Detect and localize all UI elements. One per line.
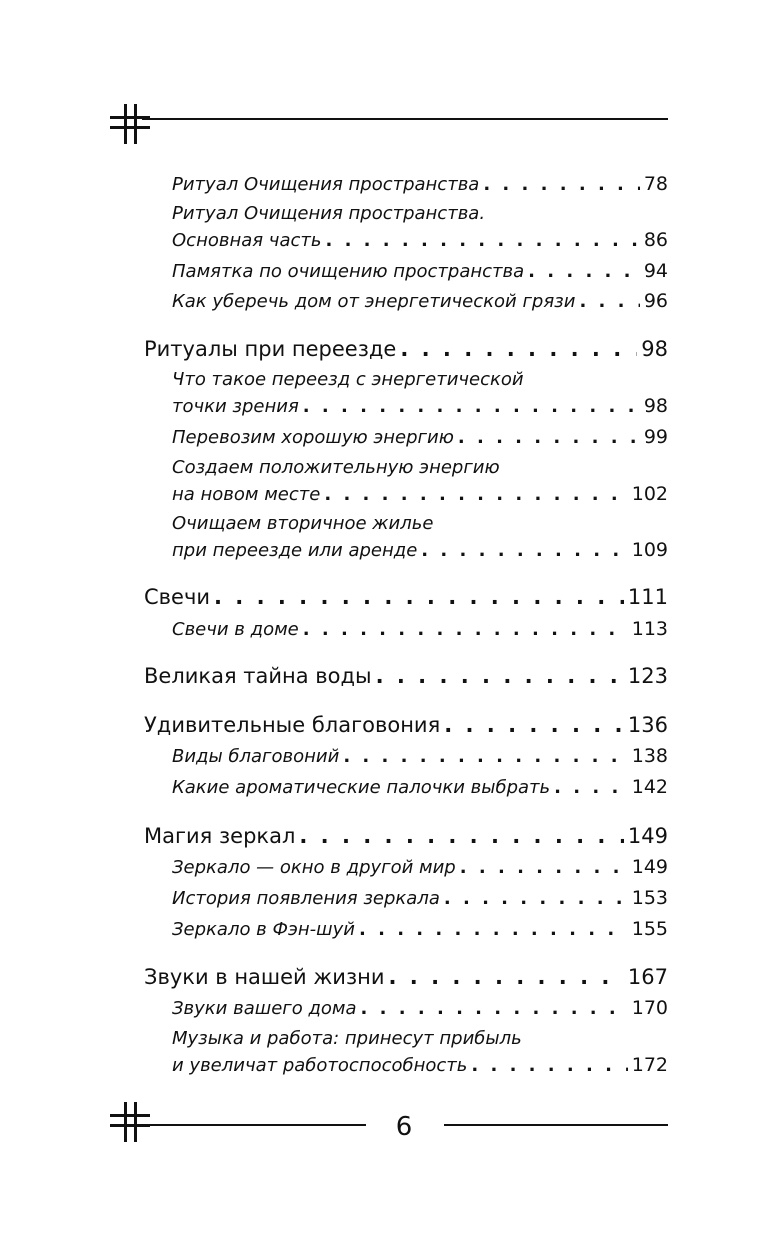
leader-dots <box>303 616 628 643</box>
toc-entry[interactable]: Памятка по очищению пространства . . . 94 <box>172 257 668 285</box>
toc-entry[interactable]: Ритуал Очищения пространства . . . 78 <box>172 170 668 198</box>
toc-entry[interactable]: Виды благовоний . . . 138 <box>172 742 668 770</box>
toc-entry[interactable]: при переезде или аренде . . . 109 <box>172 536 668 564</box>
toc-chapter[interactable]: Ритуалы при переезде . . . 98 <box>144 334 668 364</box>
leader-dots <box>359 916 628 943</box>
toc-chapter[interactable]: Великая тайна воды . . . 123 <box>144 661 668 691</box>
toc-chapter[interactable]: Звуки в нашей жизни . . . 167 <box>144 962 668 992</box>
leader-dots <box>303 393 640 420</box>
hash-mark-icon <box>110 1102 150 1142</box>
leader-dots <box>389 962 624 992</box>
leader-dots <box>214 582 624 612</box>
toc-entry[interactable]: История появления зеркала . . . 153 <box>172 884 668 912</box>
leader-dots <box>324 481 627 508</box>
toc-entry-line1[interactable]: Очищаем вторичное жилье <box>172 513 434 534</box>
top-rule <box>142 118 668 120</box>
leader-dots <box>483 171 639 198</box>
toc-chapter[interactable]: Удивительные благовония . . . 136 <box>144 710 668 740</box>
toc-entry-line1[interactable]: Создаем положительную энергию <box>172 457 500 478</box>
toc-entry[interactable]: Основная часть . . . 86 <box>172 226 668 254</box>
leader-dots <box>299 821 624 851</box>
toc-chapter[interactable]: Магия зеркал . . . 149 <box>144 821 668 851</box>
leader-dots <box>528 258 640 285</box>
toc-entry-line1[interactable]: Что такое переезд с энергетической <box>172 369 524 390</box>
leader-dots <box>325 227 639 254</box>
toc-entry[interactable]: Зеркало в Фэн-шуй . . . 155 <box>172 915 668 943</box>
leader-dots <box>376 661 624 691</box>
bottom-rule-right <box>444 1124 668 1126</box>
hash-mark-icon <box>110 104 150 144</box>
leader-dots <box>554 774 628 801</box>
leader-dots <box>400 334 637 364</box>
toc-entry[interactable]: и увеличат работоспособность . . . 172 <box>172 1051 668 1079</box>
toc-entry[interactable]: Какие ароматические палочки выбрать . . . 142 <box>172 773 668 801</box>
toc-entry-line1[interactable]: Ритуал Очищения пространства. <box>172 203 486 224</box>
toc-entry[interactable]: Перевозим хорошую энергию . . . 99 <box>172 423 668 451</box>
leader-dots <box>444 885 628 912</box>
leader-dots <box>421 537 627 564</box>
toc-chapter[interactable]: Свечи . . . 111 <box>144 582 668 612</box>
toc-entry[interactable]: Зеркало — окно в другой мир . . . 149 <box>172 853 668 881</box>
leader-dots <box>579 288 639 315</box>
leader-dots <box>444 710 624 740</box>
leader-dots <box>361 995 628 1022</box>
toc-entry[interactable]: Как уберечь дом от энергетической грязи . . . 96 <box>172 287 668 315</box>
leader-dots <box>343 743 627 770</box>
page-number: 6 <box>395 1112 413 1142</box>
leader-dots <box>471 1052 627 1079</box>
leader-dots <box>460 854 628 881</box>
toc-entry[interactable]: Свечи в доме . . . 113 <box>172 615 668 643</box>
toc-entry[interactable]: точки зрения . . . 98 <box>172 392 668 420</box>
leader-dots <box>458 424 640 451</box>
toc-entry[interactable]: на новом месте . . . 102 <box>172 480 668 508</box>
bottom-rule-left <box>142 1124 366 1126</box>
toc-entry[interactable]: Звуки вашего дома . . . 170 <box>172 994 668 1022</box>
toc-entry-line1[interactable]: Музыка и работа: принесут прибыль <box>172 1028 522 1049</box>
